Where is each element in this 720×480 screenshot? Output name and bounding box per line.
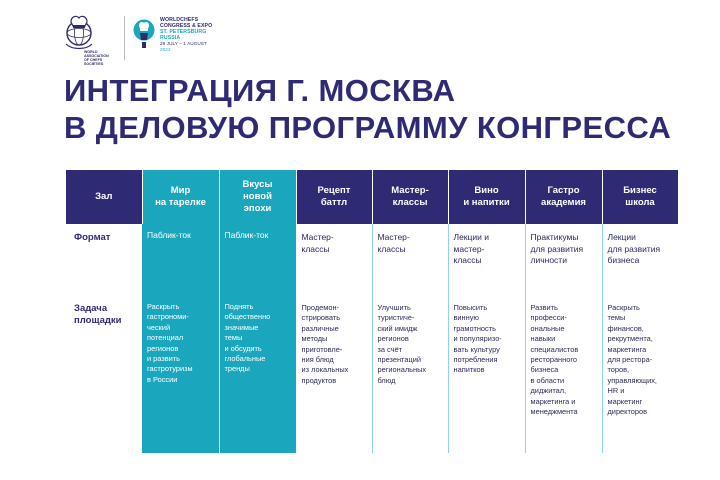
task-cell: Повысить винную грамотность и популяризо- вать культуру потребления напитков [448,294,525,453]
task-cell: Раскрыть гастрономи- ческий потенциал регионов и развить гастротуризм в России [142,294,219,453]
worldchefs-city: ST. PETERSBURG [160,29,207,35]
worldchefs-name: WORLDCHEFS [160,17,199,23]
format-cell: Мастер- классы [301,232,334,254]
header-master-klassy: Мастер- классы [372,170,448,224]
header-mir-na-tarelke: Мир на тарелке [142,170,219,224]
header-logos [62,14,212,66]
format-cell: Паблик-ток [142,224,219,294]
worldchefs-logo-text [160,17,212,53]
format-cell: Мастер- классы [372,224,448,294]
wacs-logo-icon [62,14,102,54]
task-cell: Развить професси- ональные навыки специалистов ресторанного бизнеса в области диджитал, маркетинга и менеджмента [525,294,602,453]
table-row-task [66,294,678,453]
task-cell: Улучшить туристиче- ский имидж регионов за счёт презентаций региональных блюд [372,294,448,453]
header-vino-i-napitki: Вино и напитки [448,170,525,224]
title-line-1: ИНТЕГРАЦИЯ Г. МОСКВА [64,73,456,108]
table-row-format [66,224,678,294]
title-line-2: В ДЕЛОВУЮ ПРОГРАММУ КОНГРЕССА [64,110,672,145]
wacs-logo [62,14,120,66]
row-label-task: Задача площадки [74,303,122,326]
header-hall: Зал [66,170,142,224]
logo-divider [124,16,125,60]
header-gastro-akademiya: Гастро академия [525,170,602,224]
task-cell: Продемон- стрировать различные методы приготовле- ния блюд из локальных продуктов [301,303,349,385]
table-header-row [66,170,678,224]
header-recept-battl: Рецепт баттл [296,170,372,224]
worldchefs-congress: CONGRESS & EXPO [160,23,213,29]
program-table [66,170,679,453]
header-vkusy-novoy-epokhi: Вкусы новой эпохи [219,170,296,224]
format-cell: Паблик-ток [219,224,296,294]
format-cell: Лекции для развития бизнеса [602,224,678,294]
header-biznes-shkola: Бизнес школа [602,170,678,224]
worldchefs-country: RUSSIA [160,35,181,41]
worldchefs-dates: 29 JULY – 1 AUGUST [160,41,207,46]
row-label-format: Формат [74,232,111,243]
format-cell: Практикумы для развития личности [525,224,602,294]
worldchefs-year: 2022 [160,47,171,52]
worldchefs-logo-icon [133,16,155,50]
format-cell: Лекции и мастер- классы [448,224,525,294]
page-title [64,72,671,146]
task-cell: Раскрыть темы финансов, рекрутмента, маркетинга для рестора- торов, управляющих, HR и маркетинг директоров [602,294,678,453]
wacs-logo-text: WORLD ASSOCIATION OF CHEFS SOCIETIES [84,50,109,66]
task-cell: Поднять общественно значимые темы и обсудить глобальные тренды [219,294,296,453]
worldchefs-logo [133,14,212,53]
